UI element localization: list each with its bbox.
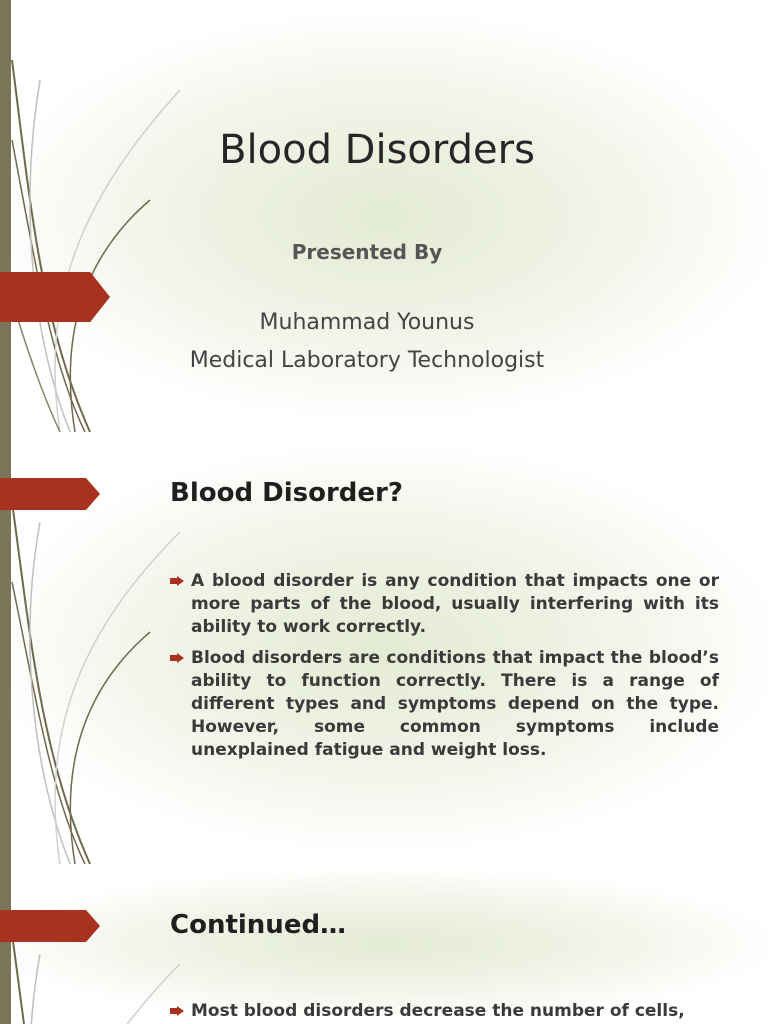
slide-title-text: Blood Disorders	[219, 126, 535, 173]
list-item	[170, 647, 719, 762]
bullet-text: A blood disorder is any condition that impacts one or more parts of the blood, usually interfering with its ability to work correctly.	[191, 571, 719, 637]
bullet-text: Most blood disorders decrease the number of cells,	[191, 1001, 685, 1021]
list-item	[170, 1000, 719, 1023]
bullet-list	[170, 1000, 719, 1024]
swirl-decoration	[0, 864, 190, 1024]
slide-heading: Blood Disorder?	[170, 478, 403, 508]
slide-continued	[0, 864, 768, 1024]
presented-by-label: Presented By	[291, 240, 443, 264]
arrow-bullet-icon	[170, 653, 184, 663]
bullet-list	[170, 570, 719, 770]
slide-heading: Continued…	[170, 910, 347, 940]
arrow-bullet-icon	[170, 576, 184, 586]
accent-tab	[0, 478, 100, 510]
list-item	[170, 570, 719, 639]
slide-title	[0, 0, 768, 432]
slide-blood-disorder	[0, 432, 768, 864]
arrow-bullet-icon	[170, 1006, 184, 1016]
presenter-role: Medical Laboratory Technologist	[189, 348, 545, 373]
presenter-name: Muhammad Younus	[259, 310, 475, 335]
accent-tab	[0, 910, 100, 942]
bullet-text: Blood disorders are conditions that impact the blood’s ability to function correctly. There is a range of different types and symptoms depend on the type. However, some common symptoms include unexplained fatigue and weight loss.	[191, 648, 719, 760]
